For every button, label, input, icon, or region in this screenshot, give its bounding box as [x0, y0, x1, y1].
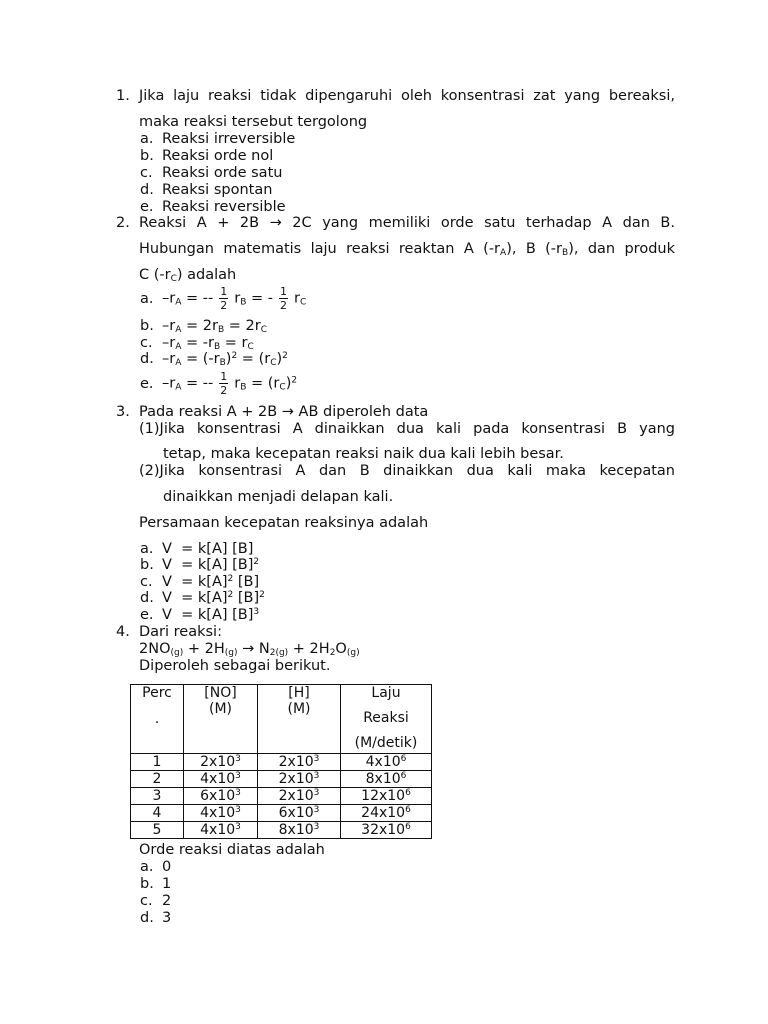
table-row: 2 $4x10^3$ $2x10^3$ $8x10^6$	[131, 771, 432, 788]
question-text: maka reaksi tersebut tergolong	[139, 114, 368, 130]
fraction-half: $\frac{1}{2}$	[280, 285, 287, 312]
answer-option: b. V = k[A] $[B]^2$	[140, 557, 260, 573]
answer-option: d. Reaksi spontan	[140, 182, 273, 198]
question-prompt: Persamaan kecepatan reaksinya adalah	[139, 515, 429, 531]
answer-option: b. 1	[140, 876, 172, 892]
answer-option: a. V = k[A] [B]	[140, 541, 254, 557]
question-number: 3.	[116, 404, 130, 420]
table-row: 5 $4x10^3$ $8x10^3$ $32x10^6$	[131, 822, 432, 839]
question-number: 2.	[116, 215, 130, 231]
question-text: Jika laju reaksi tidak dipengaruhi oleh konsentrasi zat yang bereaksi,	[139, 88, 675, 104]
answer-option: d. $V = k[A]^2$ $[B]^2$	[140, 590, 265, 606]
table-header-row	[131, 685, 432, 754]
answer-option: d. $-r_A = (-r_B)^2 = (r_C)^2$	[140, 351, 288, 368]
fraction-half: $\frac{1}{2}$	[220, 285, 228, 312]
table-row: 4 $4x10^3$ $6x10^3$ $24x10^6$	[131, 805, 432, 822]
question-number: 4.	[116, 624, 130, 640]
reaction-equation: $2NO_{(g)} + 2H_{(g)} \to N_{2(g)} + 2H_2O_{(g)}$	[139, 641, 360, 658]
answer-option: e. $-r_A$ = -- $\frac{1}{2}$ $r_B = (r_C)^2$	[140, 370, 298, 397]
header-no: [NO] (M)	[184, 685, 258, 754]
answer-option: b. Reaksi orde nol	[140, 148, 274, 164]
fraction-half: $\frac{1}{2}$	[220, 370, 228, 397]
answer-option: c. 2	[140, 893, 172, 909]
header-laju: Laju Reaksi (M/detik)	[341, 685, 432, 754]
table-row: 1 $2x10^3$ $2x10^3$ $4x10^6$	[131, 754, 432, 771]
question-text: C $(-r_C)$ adalah	[139, 267, 237, 284]
question-prompt: Orde reaksi diatas adalah	[139, 842, 325, 858]
question-text: Hubungan matematis laju reaksi reaktan A $(-r_A)$, B $(-r_B)$, dan produk	[139, 241, 675, 258]
answer-option: d. 3	[140, 910, 172, 926]
answer-option: c. Reaksi orde satu	[140, 165, 283, 181]
answer-option: b. $-r_A = 2r_B = 2r_C$	[140, 318, 267, 335]
answer-option: e. Reaksi reversible	[140, 199, 286, 215]
question-text: Dari reaksi:	[139, 624, 222, 640]
data-table	[130, 684, 432, 839]
answer-option: a. 0	[140, 859, 172, 875]
question-text: Reaksi A + 2B → 2C yang memiliki orde satu terhadap A dan B.	[139, 215, 675, 231]
statement-1-cont: tetap, maka kecepatan reaksi naik dua kali lebih besar.	[163, 446, 564, 462]
question-text: Diperoleh sebagai berikut.	[139, 658, 331, 674]
answer-option: a. $-r_A$ = -- $\frac{1}{2}$ $r_B$ = - $\frac{1}{2}$ $r_C$	[140, 285, 307, 312]
statement-2-cont: dinaikkan menjadi delapan kali.	[163, 489, 394, 505]
answer-option: c. $-r_A = -r_B = r_C$	[140, 335, 254, 352]
answer-option: c. $V = k[A]^2$ [B]	[140, 574, 260, 590]
table-row: 3 $6x10^3$ $2x10^3$ $12x10^6$	[131, 788, 432, 805]
header-perc: Perc .	[131, 685, 184, 754]
statement-1: (1)Jika konsentrasi A dinaikkan dua kali pada konsentrasi B yang	[139, 421, 675, 437]
header-h: [H] (M)	[258, 685, 341, 754]
question-text: Pada reaksi A + 2B → AB diperoleh data	[139, 404, 429, 420]
statement-2: (2)Jika konsentrasi A dan B dinaikkan dua kali maka kecepatan	[139, 463, 675, 479]
answer-option: e. V = k[A] $[B]^3$	[140, 607, 260, 623]
answer-option: a. Reaksi irreversible	[140, 131, 296, 147]
question-number: 1.	[116, 88, 130, 104]
